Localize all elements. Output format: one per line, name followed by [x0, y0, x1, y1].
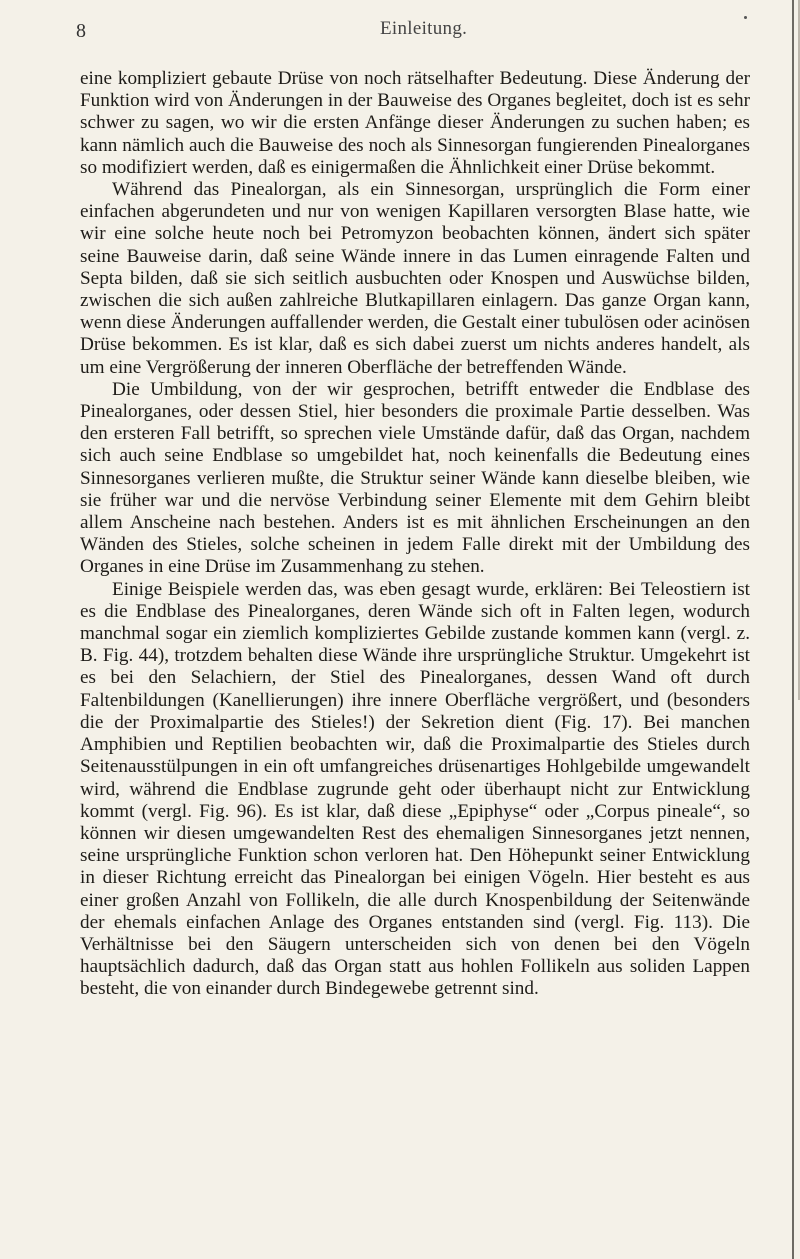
paragraph: Während das Pinealorgan, als ein Sinnesorgan, ursprünglich die Form einer einfachen abgerundeten und nur von wenigen Kapillaren versorgten Blase hatte, wie wir eine solche heute noch bei Petromyzon beobachten können, ändert sich später seine Bauweise darin, daß seine Wände innere in das Lumen einragende Falten und Septa bilden, daß sie sich seitlich ausbuchten oder Knospen und Auswüchse bilden, zwischen die sich außen zahlreiche Blutkapillaren einlagern. Das ganze Organ kann, wenn diese Änderungen auffallender werden, die Gestalt einer tubulösen oder acinösen Drüse bekommen. Es ist klar, daß es sich dabei zuerst um nichts anderes handelt, als um eine Vergrößerung der inneren Oberfläche der betreffenden Wände. — [80, 179, 750, 378]
paragraph: Die Umbildung, von der wir gesprochen, betrifft entweder die Endblase des Pinealorganes, oder dessen Stiel, hier besonders die proximale Partie desselben. Was den ersteren Fall betrifft, so sprechen viele Umstände dafür, daß das Organ, nachdem sich auch seine Endblase so umgebildet hat, noch keinenfalls die Bedeutung eines Sinnesorganes verlieren mußte, die Struktur seiner Wände kann dieselbe bleiben, wie sie früher war und die nervöse Verbindung seiner Elemente mit dem Gehirn bleibt allem Anscheine nach bestehen. Anders ist es mit ähnlichen Erscheinungen an den Wänden des Stieles, solche scheinen in jedem Falle direkt mit der Umbildung des Organes in eine Drüse im Zusammenhang zu stehen. — [80, 378, 750, 578]
paragraph: Einige Beispiele werden das, was eben gesagt wurde, erklären: Bei Teleostiern ist es die Endblase des Pinealorganes, deren Wände sich oft in Falten legen, wodurch manchmal sogar ein ziemlich kompliziertes Gebilde zustande kommen kann (vergl. z. B. Fig. 44), trotzdem behalten diese Wände ihre ursprüngliche Struktur. Umgekehrt ist es bei den Selachiern, der Stiel des Pinealorganes, dessen Wand oft durch Faltenbildungen (Kanellierungen) ihre innere Oberfläche vergrößert, und (besonders die der Proximalpartie des Stieles!) der Sekretion dient (Fig. 17). Bei manchen Amphibien und Reptilien beobachten wir, daß die Proximalpartie des Stieles durch Seitenausstülpungen in ein oft umfangreiches drüsenartiges Hohlgebilde umgewandelt wird, während die Endblase zugrunde geht oder überhaupt nicht zur Entwicklung kommt (vergl. Fig. 96). Es ist klar, daß diese „Epiphyse“ oder „Corpus pineale“, so können wir diesen umgewandelten Rest des ehemaligen Sinnesorganes jetzt nennen, seine ursprüngliche Funktion schon verloren hat. Den Höhepunkt seiner Entwicklung in dieser Richtung erreicht das Pinealorgan bei einigen Vögeln. Hier besteht es aus einer großen Anzahl von Follikeln, die alle durch Knospenbildung der Seitenwände der ehemals einfachen Anlage des Organes entstanden sind (vergl. Fig. 113). Die Verhältnisse bei den Säugern unterscheiden sich von denen bei den Vögeln hauptsächlich dadurch, daß das Organ statt aus hohlen Follikeln aus soliden Lappen besteht, die von einander durch Bindegewebe getrennt sind. — [80, 578, 750, 1000]
body-text — [80, 68, 750, 1001]
page-number: 8 — [76, 20, 86, 42]
page-header — [76, 14, 740, 44]
running-head: Einleitung. — [380, 18, 468, 39]
print-speck — [744, 16, 747, 19]
paragraph: eine kompliziert gebaute Drüse von noch rätselhafter Bedeutung. Diese Änderung der Funktion wird von Änderungen in der Bauweise des Organes begleitet, doch ist es sehr schwer zu sagen, wo wir die ersten Anfänge dieser Änderungen zu suchen haben; es kann nämlich auch die Bauweise des noch als Sinnesorgan fungierenden Pinealorganes so modifiziert werden, daß es einigermaßen die Ähnlichkeit einer Drüse bekommt. — [80, 68, 750, 178]
page-edge-shadow — [792, 0, 794, 1259]
